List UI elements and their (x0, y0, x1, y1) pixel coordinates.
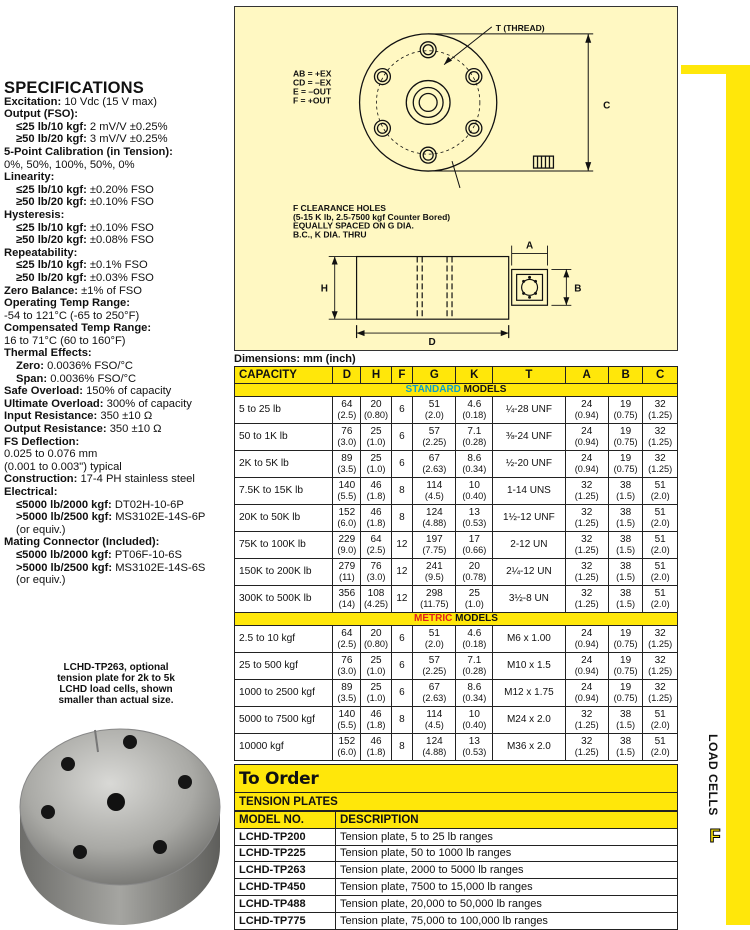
cell-t: M12 x 1.75 (493, 680, 565, 707)
spec-electrical: Electrical: (4, 486, 58, 498)
cell-capacity: 2K to 5K lb (235, 451, 333, 478)
cell-g: 298 (11.75) (413, 586, 456, 613)
cell-f: 6 (391, 653, 413, 680)
cell-a: 24 (0.94) (565, 680, 608, 707)
cell-t: M36 x 2.0 (493, 734, 565, 761)
spec-hysteresis-2: ≥50 lb/20 kgf: ±0.08% FSO (16, 234, 154, 247)
side-section-label: LOAD CELLS (706, 734, 720, 816)
cell-c: 32 (1.25) (643, 397, 678, 424)
cell-g: 197 (7.75) (413, 532, 456, 559)
cell-b: 19 (0.75) (608, 397, 643, 424)
clearance-note-1: F CLEARANCE HOLES (292, 202, 387, 213)
cell-c: 51 (2.0) (643, 707, 678, 734)
order-row (235, 912, 678, 929)
cell-c: 32 (1.25) (643, 451, 678, 478)
spec-compensated-temp-value: 16 to 71°C (60 to 160°F) (4, 334, 126, 347)
cell-f: 12 (391, 586, 413, 613)
cell-k: 4.6 (0.18) (456, 397, 493, 424)
tension-plate-photo (0, 712, 232, 925)
spec-mating-note: (or equiv.) (16, 574, 66, 587)
cell-f: 8 (391, 734, 413, 761)
dimension-drawing (234, 6, 678, 351)
dim-c-label: C (603, 100, 611, 112)
cell-a: 32 (1.25) (565, 586, 608, 613)
cell-capacity: 10000 kgf (235, 734, 333, 761)
cell-d: 152 (6.0) (333, 505, 361, 532)
cell-a: 24 (0.94) (565, 653, 608, 680)
cell-h: 20 (0.80) (361, 397, 391, 424)
cell-a: 24 (0.94) (565, 626, 608, 653)
cell-capacity: 20K to 50K lb (235, 505, 333, 532)
cell-c: 32 (1.25) (643, 626, 678, 653)
dim-h-label: H (320, 283, 328, 295)
yellow-band-side (726, 65, 750, 925)
spec-output-1: ≤25 lb/10 kgf: 2 mV/V ±0.25% (16, 120, 168, 133)
model-number: LCHD-TP488 (235, 895, 336, 912)
cell-b: 38 (1.5) (608, 707, 643, 734)
spec-repeatability-1: ≤25 lb/10 kgf: ±0.1% FSO (16, 259, 148, 272)
photo-caption: LCHD-TP263, optional tension plate for 2k to 5k LCHD load cells, shown smaller than actual size. (57, 662, 175, 706)
spec-electrical-1: ≤5000 lb/2000 kgf: DT02H-10-6P (16, 498, 184, 511)
cell-d: 76 (3.0) (333, 424, 361, 451)
table-row (235, 397, 678, 424)
cell-t: ⅜-24 UNF (493, 424, 565, 451)
col-description: DESCRIPTION (336, 812, 678, 829)
col-b: B (608, 367, 643, 384)
cell-capacity: 50 to 1K lb (235, 424, 333, 451)
col-c: C (643, 367, 678, 384)
spec-linearity-2: ≥50 lb/20 kgf: ±0.10% FSO (16, 196, 154, 209)
cell-g: 67 (2.63) (413, 680, 456, 707)
cell-d: 89 (3.5) (333, 451, 361, 478)
cell-g: 124 (4.88) (413, 734, 456, 761)
cell-capacity: 5000 to 7500 kgf (235, 707, 333, 734)
table-row (235, 707, 678, 734)
metric-models-label: MODELS (452, 613, 498, 624)
cell-capacity: 7.5K to 15K lb (235, 478, 333, 505)
spec-compensated-temp: Compensated Temp Range: (4, 322, 152, 335)
table-row (235, 586, 678, 613)
cell-g: 57 (2.25) (413, 653, 456, 680)
cell-c: 51 (2.0) (643, 532, 678, 559)
cell-a: 32 (1.25) (565, 478, 608, 505)
cell-t: 1-14 UNS (493, 478, 565, 505)
spec-input-resistance: Input Resistance: 350 ±10 Ω (4, 410, 153, 423)
cell-k: 13 (0.53) (456, 734, 493, 761)
cell-h: 108 (4.25) (361, 586, 391, 613)
cell-capacity: 75K to 100K lb (235, 532, 333, 559)
pin-map-1: AB = +EX (292, 68, 332, 79)
cell-k: 7.1 (0.28) (456, 653, 493, 680)
spec-fs-deflection-value-1: 0.025 to 0.076 mm (4, 448, 98, 461)
spec-operating-temp: Operating Temp Range: (4, 297, 130, 310)
table-row (235, 451, 678, 478)
model-description: Tension plate, 50 to 1000 lb ranges (336, 845, 678, 862)
cell-f: 6 (391, 451, 413, 478)
cell-c: 51 (2.0) (643, 586, 678, 613)
thread-label: T (THREAD) (495, 22, 545, 33)
spec-linearity: Linearity: (4, 171, 55, 184)
cell-d: 64 (2.5) (333, 397, 361, 424)
spec-output-resistance: Output Resistance: 350 ±10 Ω (4, 423, 162, 436)
spec-mating-2: >5000 lb/2500 kgf: MS3102E-14S-6S (16, 561, 206, 574)
spec-zero-balance: Zero Balance: ±1% of FSO (4, 284, 142, 297)
metric-label: METRIC (414, 613, 453, 624)
table-row (235, 559, 678, 586)
to-order-title: To Order (234, 764, 678, 793)
standard-label: STANDARD (405, 384, 461, 395)
cell-k: 10 (0.40) (456, 478, 493, 505)
col-d: D (333, 367, 361, 384)
cell-h: 46 (1.8) (361, 478, 391, 505)
clearance-note-3: EQUALLY SPACED ON G DIA. (292, 220, 414, 231)
cell-g: 124 (4.88) (413, 505, 456, 532)
metric-section-row (235, 613, 678, 626)
spec-calibration-value: 0%, 50%, 100%, 50%, 0% (4, 158, 135, 171)
cell-f: 12 (391, 559, 413, 586)
cell-a: 32 (1.25) (565, 707, 608, 734)
standard-section-row (235, 384, 678, 397)
table-row (235, 734, 678, 761)
col-model-no: MODEL NO. (235, 812, 336, 829)
col-capacity: CAPACITY (235, 367, 333, 384)
cell-h: 46 (1.8) (361, 734, 391, 761)
cell-b: 38 (1.5) (608, 559, 643, 586)
col-g: G (413, 367, 456, 384)
cell-f: 8 (391, 478, 413, 505)
col-k: K (456, 367, 493, 384)
cell-b: 19 (0.75) (608, 626, 643, 653)
cell-h: 25 (1.0) (361, 653, 391, 680)
cell-b: 19 (0.75) (608, 451, 643, 478)
cell-g: 51 (2.0) (413, 397, 456, 424)
side-section-letter: F (709, 826, 721, 846)
table-row (235, 532, 678, 559)
cell-h: 20 (0.80) (361, 626, 391, 653)
cell-t: M6 x 1.00 (493, 626, 565, 653)
cell-d: 356 (14) (333, 586, 361, 613)
cell-b: 19 (0.75) (608, 680, 643, 707)
col-a: A (565, 367, 608, 384)
cell-capacity: 1000 to 2500 kgf (235, 680, 333, 707)
model-description: Tension plate, 75,000 to 100,000 lb ranges (336, 912, 678, 929)
cell-c: 51 (2.0) (643, 505, 678, 532)
spec-calibration: 5-Point Calibration (in Tension): (4, 145, 173, 158)
cell-g: 67 (2.63) (413, 451, 456, 478)
model-number: LCHD-TP200 (235, 828, 336, 845)
spec-thermal-span: Span: 0.0036% FSO/°C (16, 372, 137, 385)
cell-h: 76 (3.0) (361, 559, 391, 586)
cell-a: 24 (0.94) (565, 424, 608, 451)
spec-linearity-1: ≤25 lb/10 kgf: ±0.20% FSO (16, 183, 154, 196)
model-description: Tension plate, 20,000 to 50,000 lb ranges (336, 895, 678, 912)
cell-k: 7.1 (0.28) (456, 424, 493, 451)
spec-electrical-2: >5000 lb/2500 kgf: MS3102E-14S-6P (16, 511, 206, 524)
table-row (235, 626, 678, 653)
cell-f: 12 (391, 532, 413, 559)
spec-mating-1: ≤5000 lb/2000 kgf: PT06F-10-6S (16, 548, 182, 561)
order-header-row (235, 812, 678, 829)
cell-f: 8 (391, 707, 413, 734)
cell-f: 6 (391, 626, 413, 653)
cell-h: 25 (1.0) (361, 424, 391, 451)
order-row (235, 845, 678, 862)
col-h: H (361, 367, 391, 384)
order-table (234, 811, 678, 930)
cell-k: 13 (0.53) (456, 505, 493, 532)
cell-a: 24 (0.94) (565, 451, 608, 478)
cell-f: 6 (391, 397, 413, 424)
spec-safe-overload: Safe Overload: 150% of capacity (4, 385, 172, 398)
cell-d: 89 (3.5) (333, 680, 361, 707)
cell-t: M10 x 1.5 (493, 653, 565, 680)
table-header-row (235, 367, 678, 384)
table-row (235, 505, 678, 532)
pin-map-3: E = –OUT (292, 86, 332, 97)
pin-map-2: CD = –EX (292, 77, 332, 88)
spec-ultimate-overload: Ultimate Overload: 300% of capacity (4, 397, 192, 410)
cell-capacity: 5 to 25 lb (235, 397, 333, 424)
cell-b: 19 (0.75) (608, 653, 643, 680)
spec-thermal-zero: Zero: 0.0036% FSO/°C (16, 360, 134, 373)
spec-output: Output (FSO): (4, 108, 78, 121)
cell-k: 17 (0.66) (456, 532, 493, 559)
cell-t: M24 x 2.0 (493, 707, 565, 734)
order-row (235, 895, 678, 912)
cell-c: 32 (1.25) (643, 680, 678, 707)
standard-models-label: MODELS (460, 384, 507, 395)
cell-capacity: 300K to 500K lb (235, 586, 333, 613)
cell-h: 64 (2.5) (361, 532, 391, 559)
cell-g: 57 (2.25) (413, 424, 456, 451)
cell-b: 38 (1.5) (608, 478, 643, 505)
cell-k: 4.6 (0.18) (456, 626, 493, 653)
cell-capacity: 150K to 200K lb (235, 559, 333, 586)
cell-d: 140 (5.5) (333, 478, 361, 505)
cell-d: 152 (6.0) (333, 734, 361, 761)
spec-thermal-effects: Thermal Effects: (4, 347, 92, 360)
to-order-section (234, 764, 678, 930)
cell-a: 32 (1.25) (565, 505, 608, 532)
cell-t: 1½-12 UNF (493, 505, 565, 532)
table-row (235, 680, 678, 707)
cell-capacity: 25 to 500 kgf (235, 653, 333, 680)
specifications (4, 79, 232, 587)
clearance-note-2: (5-15 K lb, 2.5-7500 kgf Counter Bored) (292, 211, 451, 222)
cell-c: 51 (2.0) (643, 559, 678, 586)
spec-operating-temp-value: -54 to 121°C (-65 to 250°F) (4, 309, 140, 322)
cell-d: 279 (11) (333, 559, 361, 586)
cell-a: 32 (1.25) (565, 532, 608, 559)
cell-b: 19 (0.75) (608, 424, 643, 451)
pin-map-4: F = +OUT (292, 95, 331, 106)
model-number: LCHD-TP775 (235, 912, 336, 929)
cell-f: 6 (391, 424, 413, 451)
cell-d: 64 (2.5) (333, 626, 361, 653)
spec-hysteresis-1: ≤25 lb/10 kgf: ±0.10% FSO (16, 221, 154, 234)
spec-construction: Construction: 17-4 PH stainless steel (4, 473, 195, 486)
cell-t: ¼-28 UNF (493, 397, 565, 424)
cell-b: 38 (1.5) (608, 505, 643, 532)
spec-repeatability-2: ≥50 lb/20 kgf: ±0.03% FSO (16, 271, 154, 284)
spec-output-2: ≥50 lb/20 kgf: 3 mV/V ±0.25% (16, 133, 168, 146)
specifications-heading: SPECIFICATIONS (4, 79, 145, 97)
cell-g: 51 (2.0) (413, 626, 456, 653)
cell-f: 8 (391, 505, 413, 532)
model-description: Tension plate, 5 to 25 lb ranges (336, 828, 678, 845)
cell-a: 32 (1.25) (565, 734, 608, 761)
dim-d-label: D (428, 337, 436, 349)
cell-capacity: 2.5 to 10 kgf (235, 626, 333, 653)
col-t: T (493, 367, 565, 384)
cell-t: ½-20 UNF (493, 451, 565, 478)
model-number: LCHD-TP225 (235, 845, 336, 862)
spec-excitation: Excitation: 10 Vdc (15 V max) (4, 95, 157, 108)
spec-repeatability: Repeatability: (4, 246, 78, 259)
cell-c: 51 (2.0) (643, 478, 678, 505)
cell-d: 76 (3.0) (333, 653, 361, 680)
cell-d: 229 (9.0) (333, 532, 361, 559)
spec-fs-deflection: FS Deflection: (4, 435, 80, 448)
model-description: Tension plate, 7500 to 15,000 lb ranges (336, 879, 678, 896)
spec-mating-connector: Mating Connector (Included): (4, 536, 160, 549)
table-row (235, 424, 678, 451)
spec-fs-deflection-value-2: (0.001 to 0.003") typical (4, 460, 122, 473)
cell-k: 8.6 (0.34) (456, 680, 493, 707)
order-row (235, 862, 678, 879)
cell-t: 3½-8 UN (493, 586, 565, 613)
cell-g: 114 (4.5) (413, 707, 456, 734)
cell-c: 32 (1.25) (643, 653, 678, 680)
tension-plates-subtitle: TENSION PLATES (234, 793, 678, 811)
cell-h: 46 (1.8) (361, 707, 391, 734)
dim-b-label: B (574, 283, 582, 295)
order-row (235, 879, 678, 896)
table-row (235, 478, 678, 505)
table-row (235, 653, 678, 680)
cell-d: 140 (5.5) (333, 707, 361, 734)
cell-k: 10 (0.40) (456, 707, 493, 734)
cell-g: 241 (9.5) (413, 559, 456, 586)
cell-a: 24 (0.94) (565, 397, 608, 424)
cell-a: 32 (1.25) (565, 559, 608, 586)
cell-k: 20 (0.78) (456, 559, 493, 586)
cell-t: 2-12 UN (493, 532, 565, 559)
cell-c: 51 (2.0) (643, 734, 678, 761)
dimensions-label: Dimensions: mm (inch) (234, 353, 356, 365)
col-f: F (391, 367, 413, 384)
cell-c: 32 (1.25) (643, 424, 678, 451)
dimensions-table (234, 366, 678, 761)
cell-t: 2¼-12 UN (493, 559, 565, 586)
cell-b: 38 (1.5) (608, 734, 643, 761)
order-row (235, 828, 678, 845)
clearance-note-4: B.C., K DIA. THRU (292, 229, 367, 240)
model-description: Tension plate, 2000 to 5000 lb ranges (336, 862, 678, 879)
cell-h: 25 (1.0) (361, 680, 391, 707)
cell-k: 8.6 (0.34) (456, 451, 493, 478)
cell-b: 38 (1.5) (608, 532, 643, 559)
cell-b: 38 (1.5) (608, 586, 643, 613)
dim-a-label: A (525, 240, 534, 252)
cell-k: 25 (1.0) (456, 586, 493, 613)
cell-g: 114 (4.5) (413, 478, 456, 505)
spec-electrical-note: (or equiv.) (16, 523, 66, 536)
model-number: LCHD-TP450 (235, 879, 336, 896)
cell-f: 6 (391, 680, 413, 707)
model-number: LCHD-TP263 (235, 862, 336, 879)
cell-h: 46 (1.8) (361, 505, 391, 532)
spec-hysteresis: Hysteresis: (4, 208, 65, 221)
cell-h: 25 (1.0) (361, 451, 391, 478)
